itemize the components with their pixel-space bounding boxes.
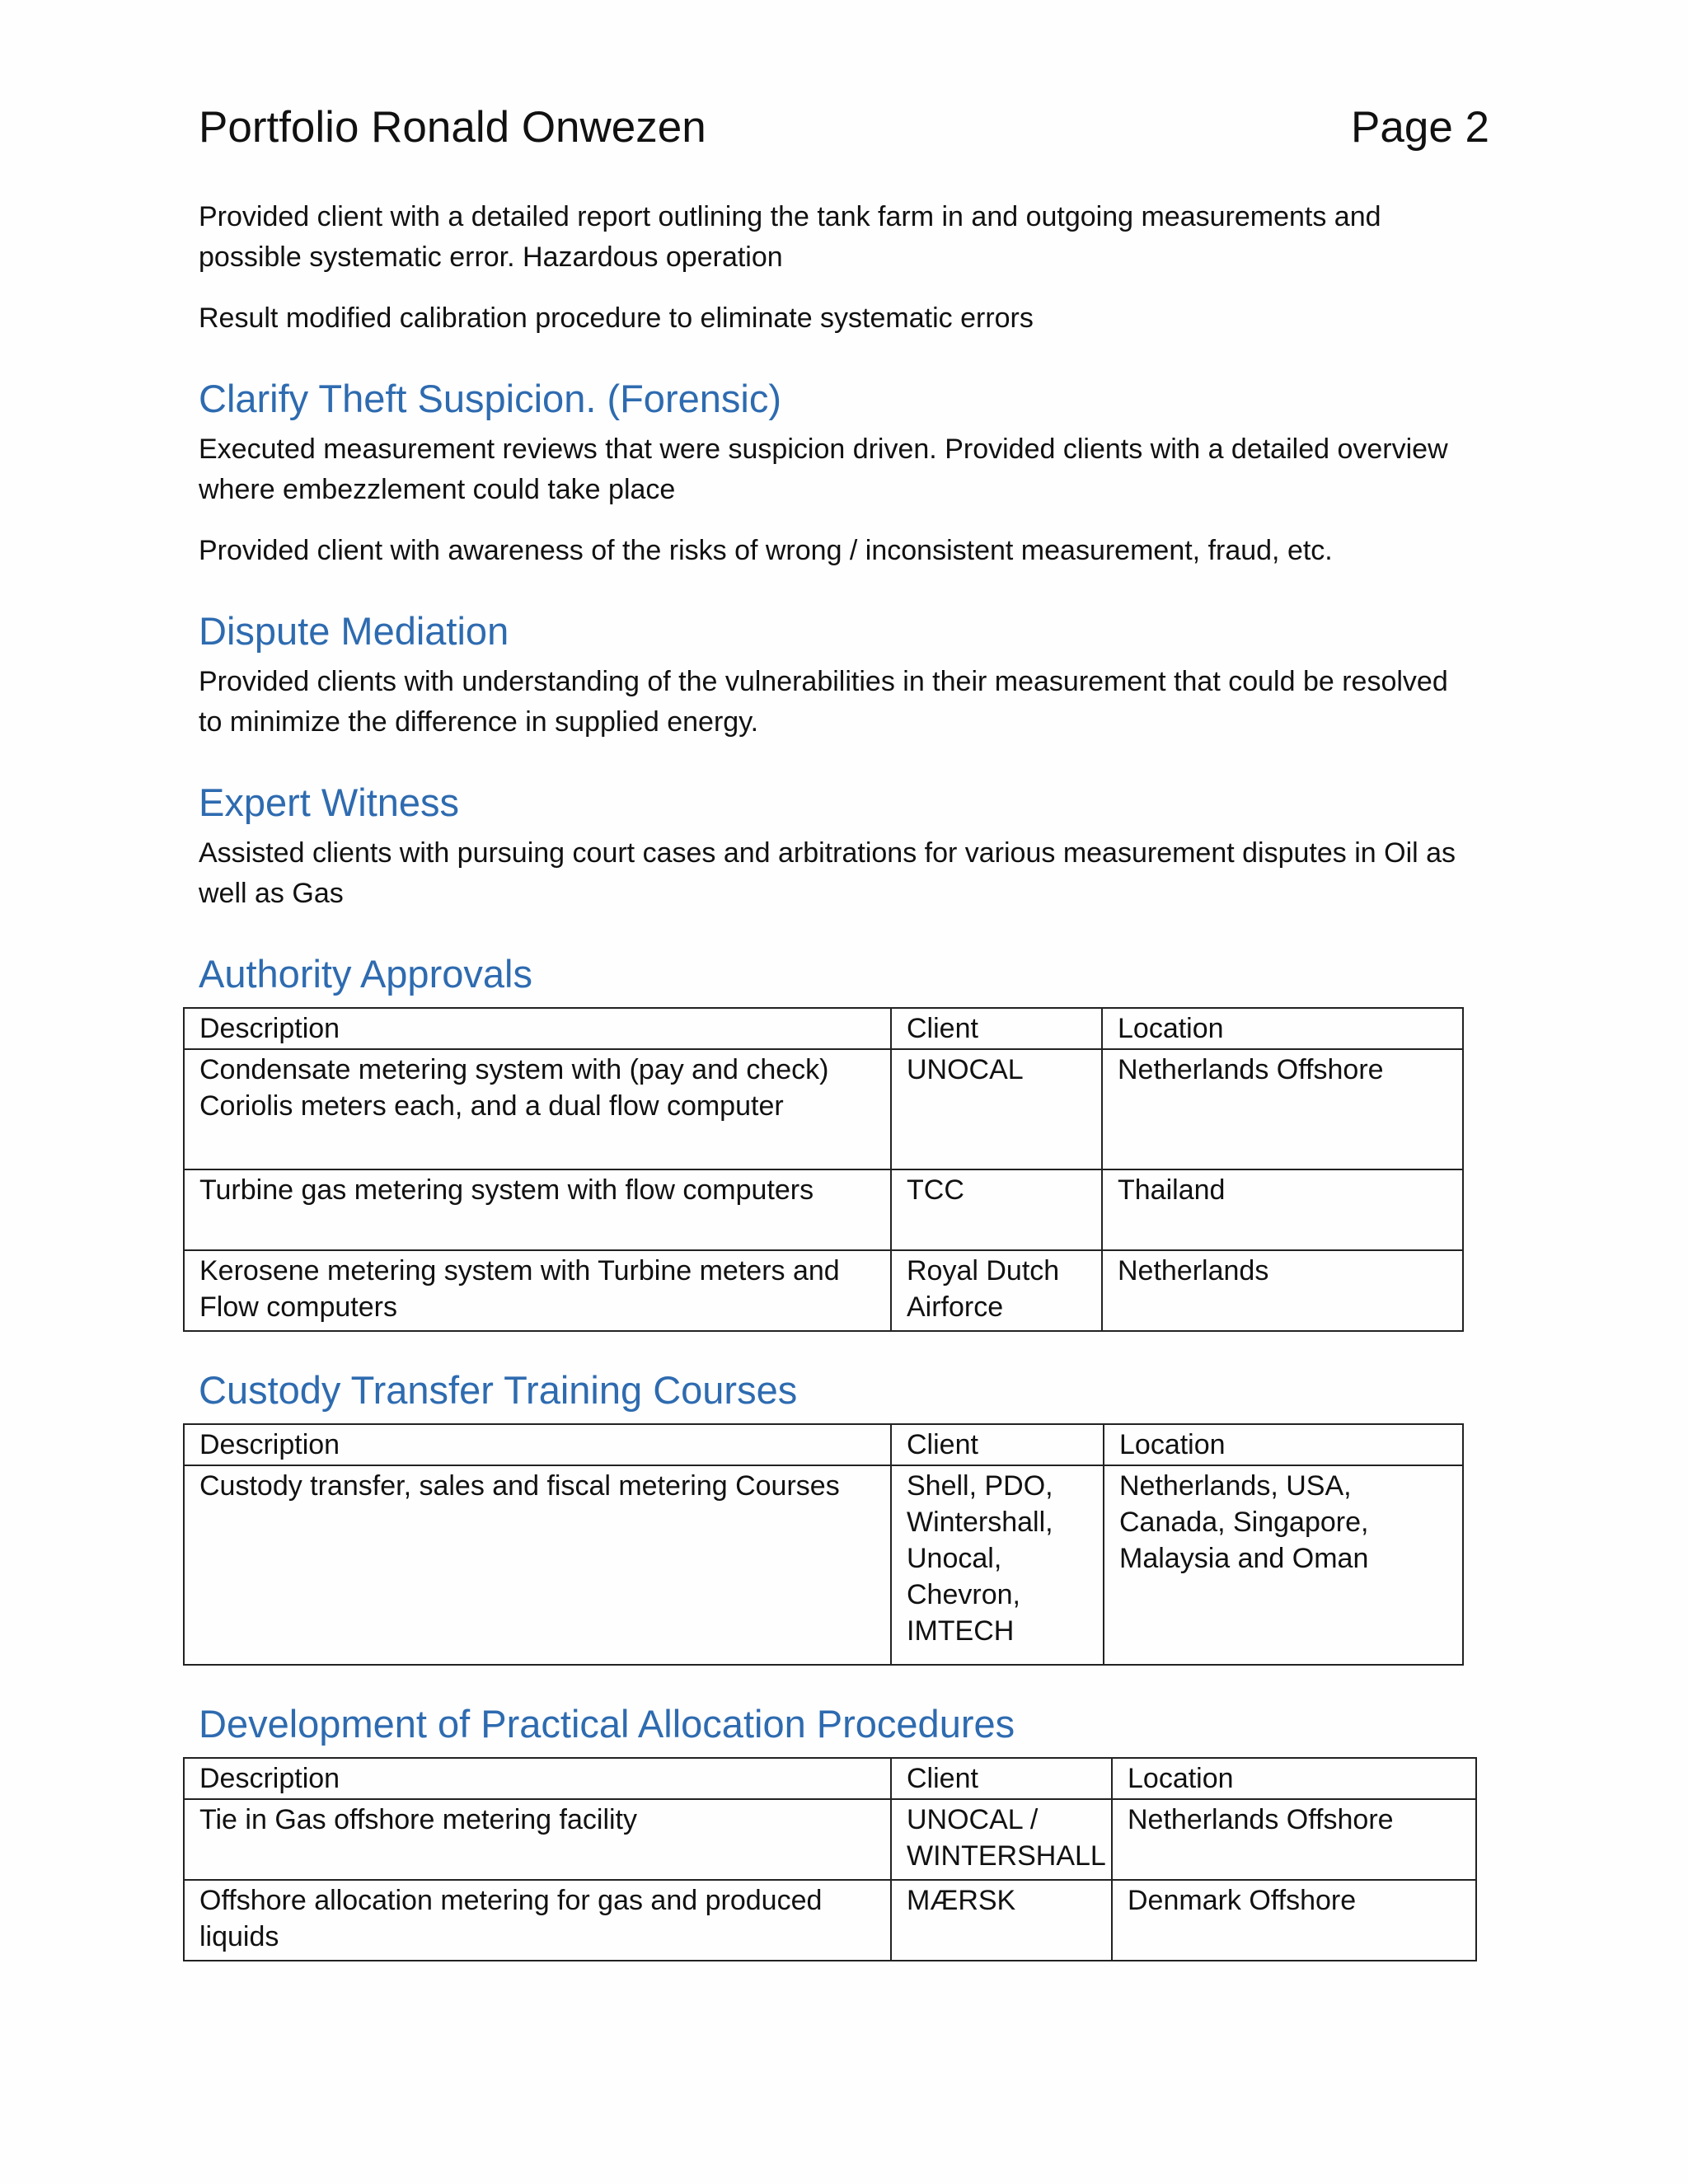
column-header: Location — [1104, 1424, 1463, 1465]
table-cell: MÆRSK — [891, 1880, 1112, 1961]
table-cell: Thailand — [1102, 1169, 1463, 1250]
table-row — [184, 1169, 1463, 1250]
table-cell: Netherlands Offshore — [1112, 1799, 1476, 1880]
allocation-table — [183, 1757, 1477, 1961]
table-row — [184, 1049, 1463, 1169]
table-header-row — [184, 1008, 1463, 1049]
dispute-paragraph: Provided clients with understanding of the vulnerabilities in their measurement that could be resolved to minimize the difference in supplied energy. — [199, 666, 1448, 738]
table-cell: Offshore allocation metering for gas and produced liquids — [184, 1880, 891, 1961]
table-cell: Denmark Offshore — [1112, 1880, 1476, 1961]
table-cell: UNOCAL — [891, 1049, 1102, 1169]
section-heading-approvals: Authority Approvals — [199, 952, 532, 996]
table-cell: Condensate metering system with (pay and check) Coriolis meters each, and a dual flow computer — [184, 1049, 891, 1169]
intro-paragraph-2: Result modified calibration procedure to eliminate systematic errors — [199, 302, 1034, 334]
page-number: Page 2 — [1351, 103, 1489, 152]
theft-paragraph-2: Provided client with awareness of the risks of wrong / inconsistent measurement, fraud, etc. — [199, 535, 1333, 566]
column-header: Description — [184, 1008, 891, 1049]
table-cell: UNOCAL / WINTERSHALL — [891, 1799, 1112, 1880]
table-header-row — [184, 1758, 1476, 1799]
table-row — [184, 1250, 1463, 1331]
section-heading-dispute: Dispute Mediation — [199, 609, 509, 653]
section-heading-allocation: Development of Practical Allocation Procedures — [199, 1702, 1015, 1746]
table-cell: Custody transfer, sales and fiscal metering Courses — [184, 1465, 891, 1665]
table-cell: Royal Dutch Airforce — [891, 1250, 1102, 1331]
table-cell: Kerosene metering system with Turbine meters and Flow computers — [184, 1250, 891, 1331]
table-cell: TCC — [891, 1169, 1102, 1250]
table-cell: Netherlands Offshore — [1102, 1049, 1463, 1169]
training-table — [183, 1423, 1464, 1666]
table-row — [184, 1799, 1476, 1880]
table-cell: Netherlands — [1102, 1250, 1463, 1331]
table-cell: Netherlands, USA, Canada, Singapore, Malaysia and Oman — [1104, 1465, 1463, 1665]
approvals-table — [183, 1007, 1464, 1332]
document-title: Portfolio Ronald Onwezen — [199, 103, 706, 152]
column-header: Client — [891, 1758, 1112, 1799]
column-header: Location — [1102, 1008, 1463, 1049]
table-cell: Tie in Gas offshore metering facility — [184, 1799, 891, 1880]
column-header: Client — [891, 1008, 1102, 1049]
table-header-row — [184, 1424, 1463, 1465]
section-heading-theft: Clarify Theft Suspicion. (Forensic) — [199, 377, 781, 420]
table-row — [184, 1880, 1476, 1961]
table-cell: Turbine gas metering system with flow computers — [184, 1169, 891, 1250]
page-header — [199, 102, 1489, 152]
column-header: Description — [184, 1758, 891, 1799]
witness-paragraph: Assisted clients with pursuing court cases and arbitrations for various measurement disputes in Oil as well as Gas — [199, 837, 1456, 909]
table-cell: Shell, PDO, Wintershall, Unocal, Chevron, IMTECH — [891, 1465, 1104, 1665]
column-header: Location — [1112, 1758, 1476, 1799]
column-header: Client — [891, 1424, 1104, 1465]
section-heading-witness: Expert Witness — [199, 780, 460, 824]
theft-paragraph-1: Executed measurement reviews that were suspicion driven. Provided clients with a detailed overview where embezzlement could take place — [199, 434, 1448, 505]
intro-paragraph-1: Provided client with a detailed report outlining the tank farm in and outgoing measurements and possible systematic error. Hazardous operation — [199, 201, 1381, 273]
column-header: Description — [184, 1424, 891, 1465]
table-row — [184, 1465, 1463, 1665]
section-heading-training: Custody Transfer Training Courses — [199, 1368, 798, 1412]
